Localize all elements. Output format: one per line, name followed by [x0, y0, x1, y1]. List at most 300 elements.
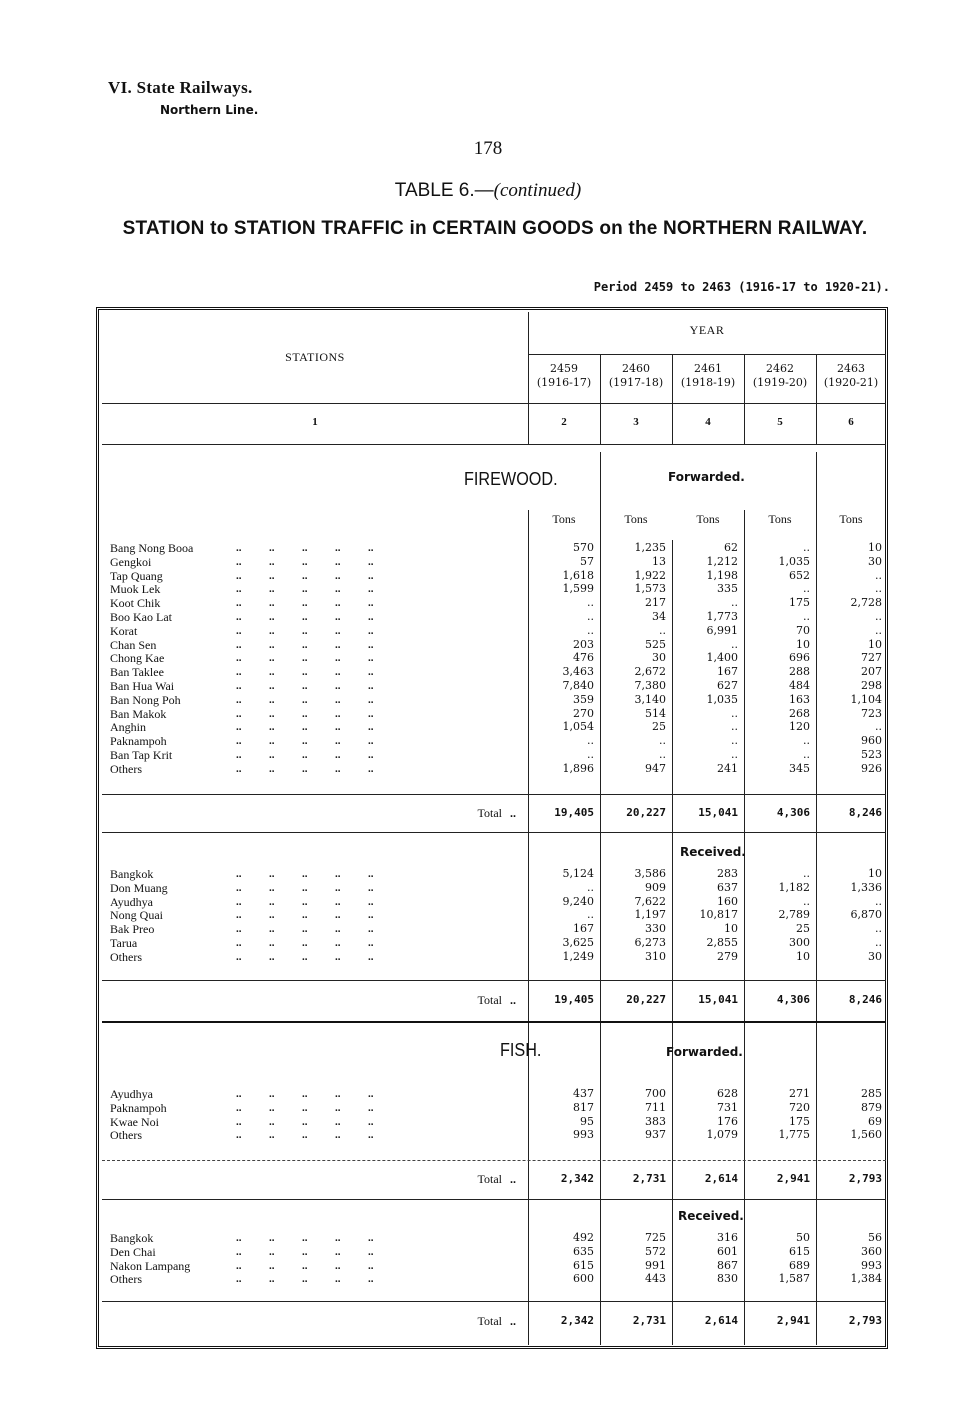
station-name: Nong Quai [110, 908, 163, 923]
table-row [0, 922, 976, 936]
station-name: Bangkok [110, 1231, 154, 1245]
total-value: 8,246 [848, 806, 882, 819]
tonnage-cell: 727 [861, 651, 882, 665]
tonnage-cell: 203 [573, 637, 594, 651]
tonnage-cell: .. [587, 748, 594, 761]
tonnage-cell: 725 [645, 1231, 666, 1244]
year-header-cell [600, 362, 672, 390]
table-row [0, 720, 976, 734]
tonnage-cell: 360 [861, 1244, 882, 1258]
tonnage-cell: 7,380 [634, 679, 666, 692]
station-name: Ban Makok [110, 706, 167, 721]
unit-label: Tons [696, 512, 720, 526]
table-label [0, 180, 976, 202]
leader-dots: .. [510, 806, 516, 820]
tonnage-cell: 6,991 [706, 623, 738, 637]
total-row [0, 1314, 976, 1330]
tonnage-cell: .. [803, 867, 810, 880]
total-value: 2,342 [560, 1314, 594, 1327]
tonnage-cell: 5,124 [562, 867, 594, 880]
tonnage-cell: 723 [861, 706, 882, 720]
table-row [0, 1087, 976, 1101]
tonnage-cell: 1,599 [562, 582, 594, 596]
column-number: 4 [705, 416, 711, 428]
tonnage-cell: 310 [645, 949, 666, 963]
station-name: Tarua [110, 936, 138, 950]
leader-dots: .. .. .. .. .. [236, 1088, 374, 1100]
tonnage-cell: 627 [717, 679, 738, 692]
leader-dots: .. .. .. .. .. [236, 652, 374, 665]
tonnage-cell: 288 [789, 665, 810, 679]
tonnage-cell: 689 [789, 1258, 810, 1272]
table-row [0, 748, 976, 762]
tonnage-cell: 175 [789, 1114, 810, 1128]
station-name: Others [110, 949, 142, 964]
column-number: 5 [777, 416, 783, 428]
tonnage-cell: .. [731, 734, 738, 748]
leader-dots: .. .. .. .. .. [236, 555, 374, 568]
station-name: Kwae Noi [110, 1114, 159, 1129]
tonnage-cell: 7,840 [562, 679, 594, 692]
table-row [0, 693, 976, 707]
table-row [0, 665, 976, 679]
column-number: 1 [312, 416, 318, 428]
total-value: 15,041 [698, 993, 738, 1006]
tonnage-cell: 615 [573, 1258, 594, 1272]
direction-label: Received. [678, 1209, 744, 1223]
table-row [0, 610, 976, 624]
table-row [0, 541, 976, 555]
total-value: 2,793 [848, 1314, 882, 1327]
tonnage-cell: .. [875, 610, 882, 623]
leader-dots: .. .. .. .. .. [236, 680, 374, 692]
tonnage-cell: 1,773 [706, 610, 738, 623]
tonnage-cell: 2,728 [850, 596, 882, 610]
tonnage-cell: 175 [789, 596, 810, 610]
year-be: 2462 [766, 362, 794, 375]
year-ce: (1916-17) [536, 376, 592, 389]
leader-dots: .. .. .. .. .. [236, 923, 374, 936]
direction-label: Received. [680, 845, 746, 859]
tonnage-cell: 268 [789, 706, 810, 720]
tonnage-cell: 1,573 [634, 582, 666, 596]
tonnage-cell: .. [875, 582, 882, 596]
total-value: 2,731 [632, 1314, 666, 1327]
station-name: Ban Hua Wai [110, 679, 175, 693]
total-value: 2,731 [632, 1172, 666, 1185]
tonnage-cell: 56 [868, 1231, 882, 1244]
total-row [0, 806, 976, 822]
table-label-suffix: (continued) [493, 180, 582, 201]
station-name: Others [110, 1272, 142, 1287]
tonnage-cell: .. [875, 922, 882, 936]
tonnage-cell: 25 [796, 922, 810, 936]
table-row [0, 651, 976, 665]
total-label: Total [477, 993, 502, 1007]
leader-dots: .. .. .. .. .. [236, 569, 374, 582]
table-row [0, 679, 976, 693]
tonnage-cell: 335 [717, 582, 738, 596]
leader-dots: .. .. .. .. .. [236, 749, 374, 761]
station-name: Koot Chik [110, 596, 161, 611]
leader-dots: .. .. .. .. .. [236, 868, 374, 880]
total-value: 2,342 [560, 1172, 594, 1185]
tonnage-cell: 476 [573, 651, 594, 665]
tonnage-cell: .. [731, 637, 738, 651]
leader-dots: .. .. .. .. .. [236, 1101, 374, 1114]
tonnage-cell: .. [731, 596, 738, 610]
station-name: Others [110, 1128, 142, 1143]
tonnage-cell: 120 [789, 720, 810, 734]
table-row [0, 762, 976, 776]
direction-label: Forwarded. [668, 470, 745, 484]
tonnage-cell: .. [875, 568, 882, 582]
tonnage-cell: 1,235 [634, 541, 666, 554]
tonnage-cell: .. [803, 734, 810, 748]
station-name: Muok Lek [110, 582, 161, 597]
leader-dots: .. .. .. .. .. [236, 542, 374, 554]
tonnage-cell: 163 [789, 692, 810, 706]
table-row [0, 582, 976, 596]
station-name: Bak Preo [110, 922, 155, 937]
year-header-cell [672, 362, 744, 390]
tonnage-cell: 176 [717, 1114, 738, 1128]
total-value: 8,246 [848, 993, 882, 1006]
tonnage-cell: 359 [573, 692, 594, 706]
total-label: Total [477, 1172, 502, 1186]
unit-label: Tons [552, 512, 576, 526]
year-ce: (1920-21) [823, 376, 879, 389]
tonnage-cell: 1,182 [778, 880, 810, 894]
leader-dots: .. .. .. .. .. [236, 950, 374, 963]
table-row [0, 1259, 976, 1273]
year-header-cell [744, 362, 816, 390]
leader-dots: .. .. .. .. .. [236, 1115, 374, 1128]
leader-dots: .. [510, 1314, 516, 1328]
table-row [0, 1245, 976, 1259]
tonnage-cell: 2,855 [706, 936, 738, 949]
total-rule [102, 980, 886, 981]
tonnage-cell: .. [659, 734, 666, 748]
tonnage-cell: 1,618 [562, 568, 594, 582]
tonnage-cell: 615 [789, 1244, 810, 1258]
header-divider [102, 403, 886, 404]
station-name: Ayudhya [110, 894, 153, 909]
tonnage-cell: .. [731, 706, 738, 720]
tonnage-cell: 947 [645, 761, 666, 775]
tonnage-cell: 1,104 [850, 692, 882, 706]
total-value: 20,227 [626, 806, 666, 819]
tonnage-cell: 30 [868, 949, 882, 963]
leader-dots: .. .. .. .. .. [236, 611, 374, 623]
table-row [0, 950, 976, 964]
colnum-divider [102, 444, 886, 445]
leader-dots: .. .. .. .. .. [236, 1273, 374, 1286]
period-caption: Period 2459 to 2463 (1916-17 to 1920-21). [593, 280, 890, 294]
table-label-main: TABLE 6.— [394, 180, 494, 201]
station-name: Boo Kao Lat [110, 610, 172, 624]
total-value: 20,227 [626, 993, 666, 1006]
tonnage-cell: 3,586 [634, 867, 666, 880]
tonnage-cell: 830 [717, 1272, 738, 1286]
tonnage-cell: 572 [645, 1244, 666, 1258]
table-row [0, 734, 976, 748]
leader-dots: .. .. .. .. .. [236, 735, 374, 748]
year-ce: (1918-19) [680, 376, 736, 389]
total-value: 2,793 [848, 1172, 882, 1185]
tonnage-cell: 10 [868, 867, 882, 880]
year-header-cell [528, 362, 600, 390]
station-name: Don Muang [110, 880, 168, 895]
station-name: Anghin [110, 720, 146, 735]
station-name: Paknampoh [110, 734, 167, 749]
leader-dots: .. .. .. .. .. [236, 597, 374, 610]
leader-dots: .. .. .. .. .. [236, 638, 374, 651]
tonnage-cell: .. [659, 623, 666, 637]
tonnage-cell: 711 [645, 1100, 666, 1114]
tonnage-cell: 298 [861, 679, 882, 692]
tonnage-cell: 383 [645, 1114, 666, 1128]
tonnage-cell: 1,212 [706, 554, 738, 568]
direction-label: Forwarded. [666, 1045, 743, 1059]
total-rule [102, 1301, 886, 1302]
year-be: 2461 [694, 362, 722, 375]
tonnage-cell: 270 [573, 706, 594, 720]
table-row [0, 867, 976, 881]
table-row [0, 638, 976, 652]
tonnage-cell: 30 [868, 554, 882, 568]
station-name: Ban Tap Krit [110, 748, 173, 762]
tonnage-cell: .. [659, 748, 666, 761]
tonnage-cell: 720 [789, 1100, 810, 1114]
tonnage-cell: 57 [580, 554, 594, 568]
tonnage-cell: 696 [789, 651, 810, 665]
tonnage-cell: 993 [861, 1258, 882, 1272]
tonnage-cell: .. [587, 908, 594, 922]
tonnage-cell: 1,336 [850, 880, 882, 894]
tonnage-cell: .. [587, 734, 594, 748]
tonnage-cell: 1,197 [634, 908, 666, 922]
tonnage-cell: 1,587 [778, 1272, 810, 1286]
total-rule [102, 794, 886, 795]
tonnage-cell: 30 [652, 651, 666, 665]
tonnage-cell: 700 [645, 1087, 666, 1100]
tonnage-cell: 167 [717, 665, 738, 679]
section-title: VI. State Railways. [108, 78, 253, 97]
tonnage-cell: 1,560 [850, 1128, 882, 1142]
commodity-title: FIREWOOD. [464, 469, 558, 489]
year-header-cell [816, 362, 886, 390]
tonnage-cell: 283 [717, 867, 738, 880]
tonnage-cell: 492 [573, 1231, 594, 1244]
unit-label: Tons [768, 512, 792, 526]
tonnage-cell: 10 [796, 949, 810, 963]
tonnage-cell: 10,817 [699, 908, 738, 922]
tonnage-cell: 1,035 [706, 692, 738, 706]
total-value: 15,041 [698, 806, 738, 819]
section-divider [102, 1021, 886, 1023]
page-title: STATION to STATION TRAFFIC in CERTAIN GOODS on the NORTHERN RAILWAY. [122, 218, 868, 239]
tonnage-cell: 3,140 [634, 692, 666, 706]
tonnage-cell: 926 [861, 761, 882, 775]
page-number: 178 [473, 138, 503, 159]
total-value: 2,941 [776, 1172, 810, 1185]
tonnage-cell: 25 [652, 720, 666, 734]
total-label: Total [477, 1314, 502, 1328]
table-row [0, 707, 976, 721]
station-name: Ban Taklee [110, 665, 164, 680]
station-name: Bang Nong Booa [110, 541, 194, 555]
leader-dots: .. [510, 993, 516, 1007]
tonnage-cell: 160 [717, 894, 738, 908]
leader-dots: .. .. .. .. .. [236, 721, 374, 734]
tonnage-cell: .. [803, 541, 810, 554]
leader-dots: .. .. .. .. .. [236, 693, 374, 706]
tonnage-cell: 345 [789, 761, 810, 775]
leader-dots: .. .. .. .. .. [236, 881, 374, 894]
tonnage-cell: 937 [645, 1128, 666, 1142]
table-row [0, 908, 976, 922]
tonnage-cell: 635 [573, 1244, 594, 1258]
tonnage-cell: 2,789 [778, 908, 810, 922]
leader-dots: .. .. .. .. .. [236, 707, 374, 720]
leader-dots: .. .. .. .. .. [236, 624, 374, 637]
year-ce: (1917-18) [608, 376, 664, 389]
tonnage-cell: 601 [717, 1244, 738, 1258]
total-value: 4,306 [776, 806, 810, 819]
total-rule [102, 1160, 886, 1161]
table-row [0, 596, 976, 610]
tonnage-cell: 316 [717, 1231, 738, 1244]
tonnage-cell: 1,198 [706, 568, 738, 582]
tonnage-cell: 909 [645, 880, 666, 894]
tonnage-cell: .. [803, 582, 810, 596]
leader-dots: .. .. .. .. .. [236, 937, 374, 949]
table-row [0, 1231, 976, 1245]
tonnage-cell: 6,870 [850, 908, 882, 922]
year-header: YEAR [689, 323, 725, 337]
tonnage-cell: 207 [861, 665, 882, 679]
tonnage-cell: 7,622 [634, 894, 666, 908]
tonnage-cell: 637 [717, 880, 738, 894]
tonnage-cell: .. [587, 880, 594, 894]
leader-dots: .. .. .. .. .. [236, 583, 374, 596]
tonnage-cell: 731 [717, 1100, 738, 1114]
tonnage-cell: 443 [645, 1272, 666, 1286]
leader-dots: .. .. .. .. .. [236, 895, 374, 908]
table-row [0, 1272, 976, 1286]
year-ce: (1919-20) [752, 376, 808, 389]
tonnage-cell: .. [731, 748, 738, 761]
total-rule [102, 1199, 886, 1200]
tonnage-cell: .. [587, 623, 594, 637]
station-name: Ayudhya [110, 1087, 153, 1101]
tonnage-cell: 1,922 [634, 568, 666, 582]
tonnage-cell: 70 [796, 623, 810, 637]
tonnage-cell: 879 [861, 1100, 882, 1114]
total-value: 2,941 [776, 1314, 810, 1327]
tonnage-cell: 628 [717, 1087, 738, 1100]
leader-dots: .. .. .. .. .. [236, 666, 374, 679]
line-subtitle: Northern Line. [160, 103, 259, 117]
year-be: 2459 [550, 362, 578, 375]
tonnage-cell: 330 [645, 922, 666, 936]
tonnage-cell: 217 [645, 596, 666, 610]
leader-dots: .. .. .. .. .. [236, 1259, 374, 1272]
tonnage-cell: .. [875, 720, 882, 734]
leader-dots: .. .. .. .. .. [236, 762, 374, 775]
station-name: Tap Quang [110, 568, 163, 583]
column-number: 3 [633, 416, 639, 428]
table-row [0, 624, 976, 638]
tonnage-cell: 10 [868, 637, 882, 651]
station-name: Others [110, 761, 142, 776]
total-row [0, 993, 976, 1009]
tonnage-cell: 817 [573, 1100, 594, 1114]
tonnage-cell: 241 [717, 761, 738, 775]
station-name: Gengkoi [110, 554, 152, 569]
station-name: Bangkok [110, 867, 154, 881]
tonnage-cell: .. [587, 610, 594, 623]
tonnage-cell: 1,896 [562, 761, 594, 775]
station-name: Chong Kae [110, 651, 165, 666]
tonnage-cell: 13 [652, 554, 666, 568]
tonnage-cell: 271 [789, 1087, 810, 1100]
table-row [0, 936, 976, 950]
total-value: 2,614 [704, 1172, 738, 1185]
column-number: 2 [561, 416, 567, 428]
tonnage-cell: 993 [573, 1128, 594, 1142]
tonnage-cell: 867 [717, 1258, 738, 1272]
tonnage-cell: 3,463 [562, 665, 594, 679]
total-value: 4,306 [776, 993, 810, 1006]
tonnage-cell: 50 [796, 1231, 810, 1244]
tonnage-cell: 10 [868, 541, 882, 554]
tonnage-cell: .. [731, 720, 738, 734]
tonnage-cell: 484 [789, 679, 810, 692]
tonnage-cell: 167 [573, 922, 594, 936]
year-be: 2460 [622, 362, 650, 375]
unit-label: Tons [624, 512, 648, 526]
tonnage-cell: 1,400 [706, 651, 738, 665]
tonnage-cell: 3,625 [562, 936, 594, 949]
leader-dots: .. .. .. .. .. [236, 1232, 374, 1244]
table-row [0, 1115, 976, 1129]
year-be: 2463 [837, 362, 865, 375]
table-row [0, 1101, 976, 1115]
tonnage-cell: 570 [573, 541, 594, 554]
table-row [0, 555, 976, 569]
column-number: 6 [848, 416, 854, 428]
tonnage-cell: 991 [645, 1258, 666, 1272]
tonnage-cell: .. [587, 596, 594, 610]
tonnage-cell: 1,079 [706, 1128, 738, 1142]
commodity-title: FISH. [500, 1040, 542, 1060]
tonnage-cell: .. [803, 894, 810, 908]
tonnage-cell: 1,249 [562, 949, 594, 963]
total-value: 19,405 [554, 993, 594, 1006]
station-name: Paknampoh [110, 1100, 167, 1115]
tonnage-cell: 9,240 [562, 894, 594, 908]
tonnage-cell: 1,054 [562, 720, 594, 734]
tonnage-cell: 437 [573, 1087, 594, 1100]
total-row [0, 1172, 976, 1188]
table-row [0, 881, 976, 895]
tonnage-cell: 300 [789, 936, 810, 949]
tonnage-cell: 1,035 [778, 554, 810, 568]
station-name: Den Chai [110, 1244, 156, 1259]
total-value: 2,614 [704, 1314, 738, 1327]
